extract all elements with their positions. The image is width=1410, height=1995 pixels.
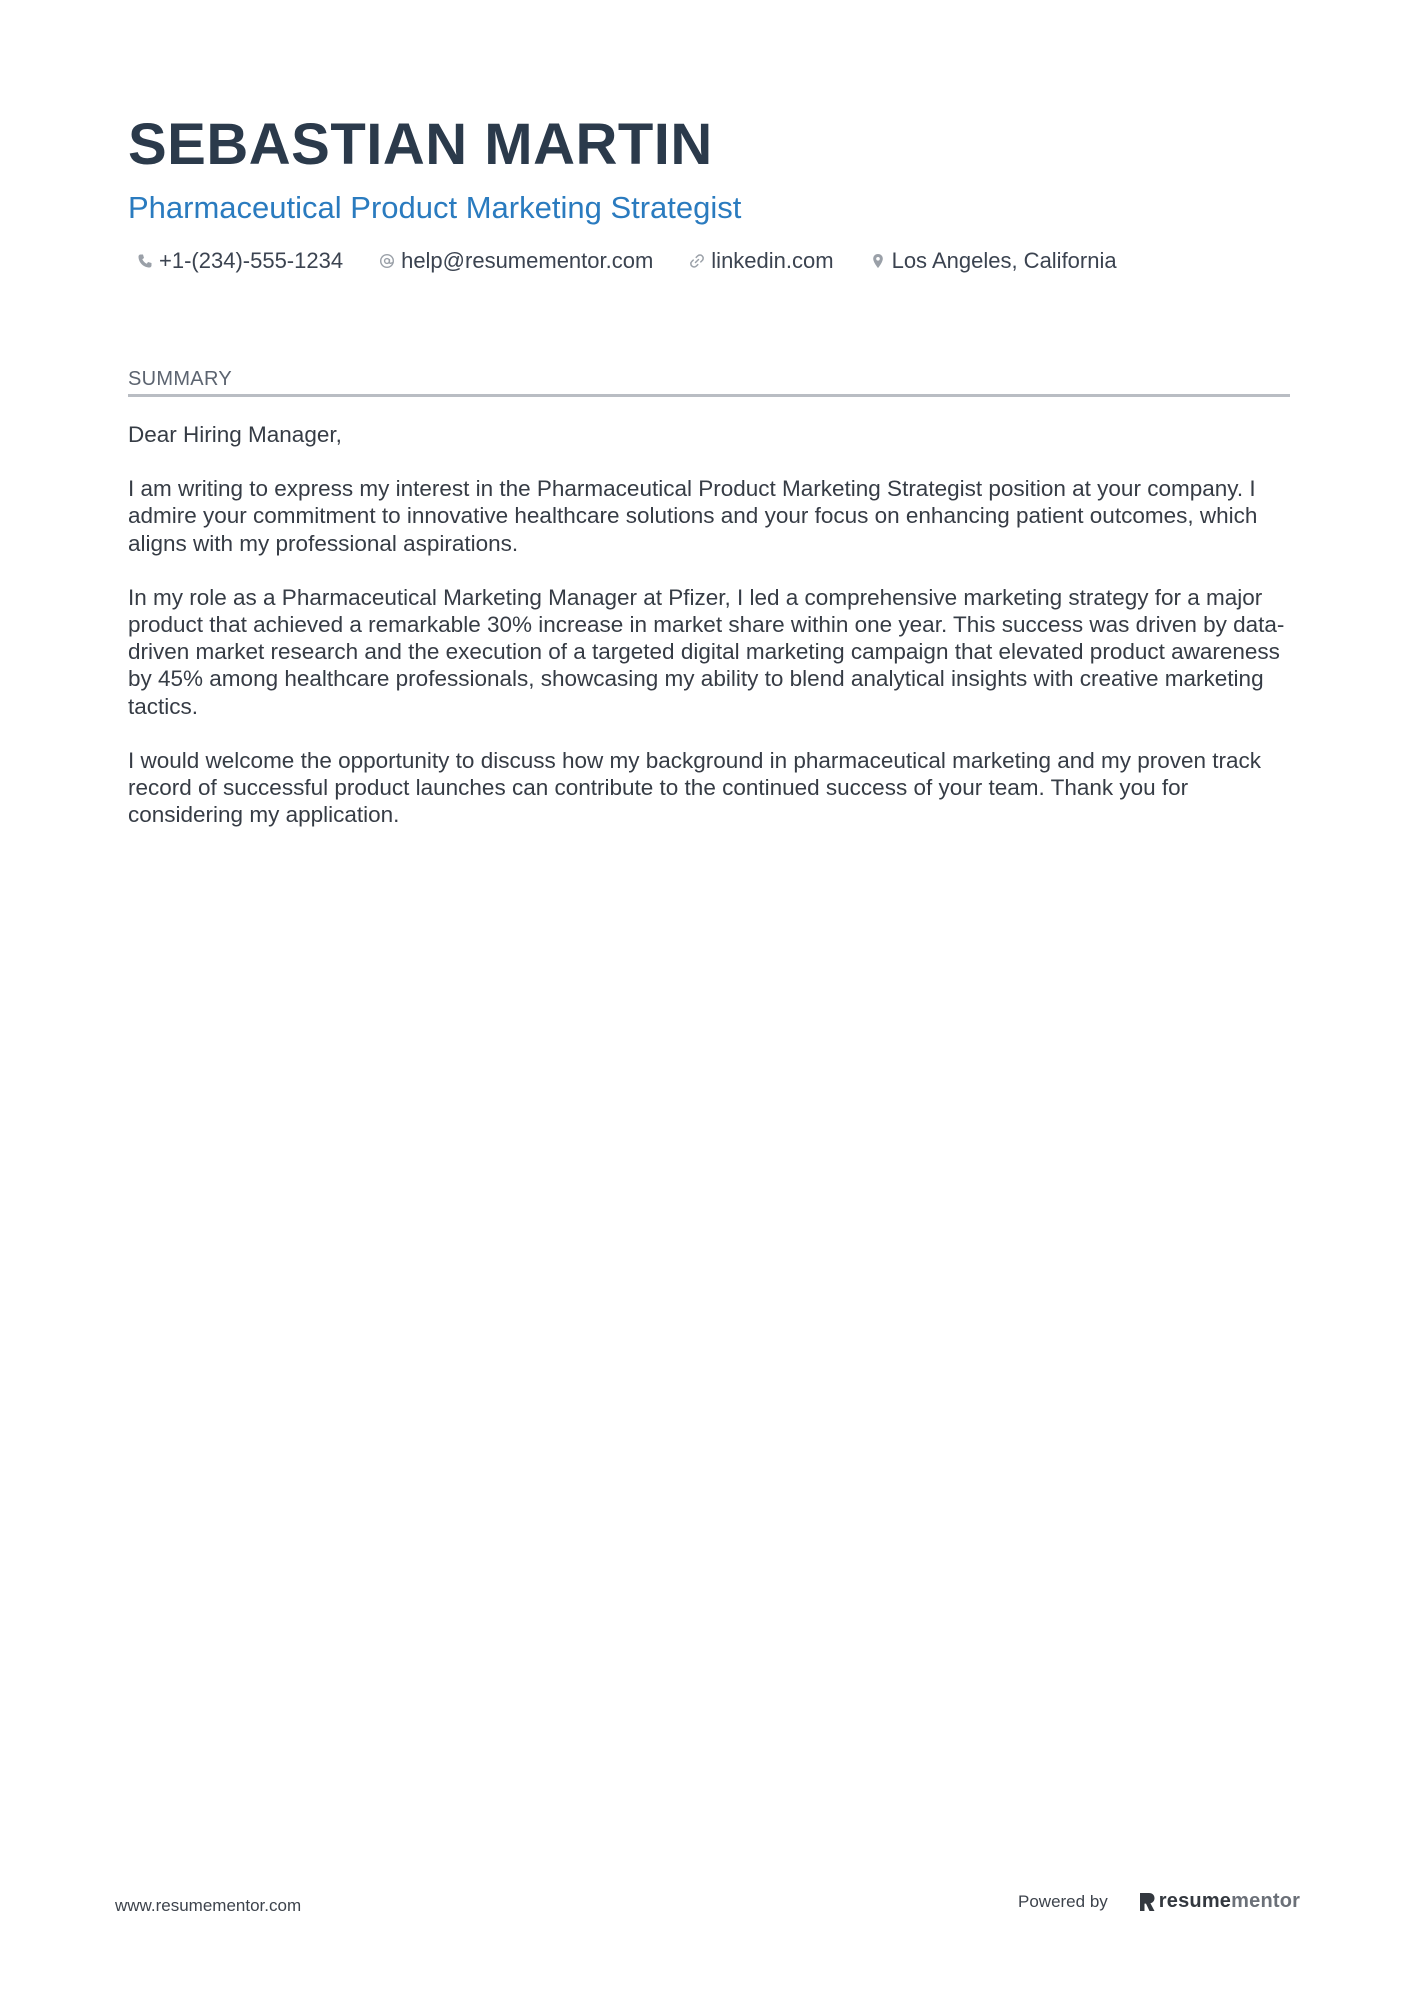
footer-website-link[interactable]: www.resumementor.com bbox=[115, 1896, 302, 1915]
brand-name-bold: resume bbox=[1158, 1890, 1232, 1912]
summary-heading: SUMMARY bbox=[128, 366, 1290, 397]
letter-greeting: Dear Hiring Manager, bbox=[128, 422, 342, 447]
powered-by-label: Powered by bbox=[1018, 1891, 1108, 1911]
linkedin-text[interactable]: linkedin.com bbox=[711, 248, 834, 273]
link-icon bbox=[688, 252, 706, 270]
letter-paragraph: In my role as a Pharmaceutical Marketing Manager at Pfizer, I led a comprehensive marketing strategy for a major product that achieved a remarkable 30% increase in market share within one year. This success was driven by data-driven market research and the execution of a targeted digital marketing campaign that elevated product awareness by 45% among healthcare professionals, showcasing my ability to blend analytical insights with creative marketing tactics. bbox=[128, 584, 1285, 719]
at-sign-icon bbox=[378, 252, 396, 270]
email-text[interactable]: help@resumementor.com bbox=[401, 248, 654, 273]
contact-location bbox=[861, 246, 1117, 276]
contact-bar bbox=[128, 246, 1290, 276]
letter-paragraph: I am writing to express my interest in the Pharmaceutical Product Marketing Strategist position at your company. I admire your commitment to innovative healthcare solutions and your focus on enhancing patient outcomes, which aligns with my professional aspirations. bbox=[128, 476, 1258, 556]
phone-icon bbox=[136, 252, 154, 270]
brand-logo[interactable] bbox=[1138, 1890, 1300, 1913]
brand-name-light: mentor bbox=[1231, 1890, 1301, 1912]
resumementor-logo-icon bbox=[1138, 1891, 1156, 1913]
footer-branding bbox=[1018, 1890, 1300, 1913]
job-title: Pharmaceutical Product Marketing Strategist bbox=[128, 190, 742, 225]
candidate-name: SEBASTIAN MARTIN bbox=[128, 112, 713, 177]
location-pin-icon bbox=[869, 252, 887, 270]
cover-letter-body bbox=[128, 421, 1290, 828]
letter-paragraph: I would welcome the opportunity to discuss how my background in pharmaceutical marketing and my proven track record of successful product launches can contribute to the continued success of your team. Thank you for considering my application. bbox=[128, 747, 1262, 828]
contact-email[interactable] bbox=[370, 246, 653, 276]
resume-page bbox=[128, 110, 1290, 855]
contact-linkedin[interactable] bbox=[680, 246, 833, 276]
contact-phone bbox=[128, 246, 343, 276]
phone-text: +1-(234)-555-1234 bbox=[159, 248, 344, 273]
location-text: Los Angeles, California bbox=[891, 248, 1117, 273]
